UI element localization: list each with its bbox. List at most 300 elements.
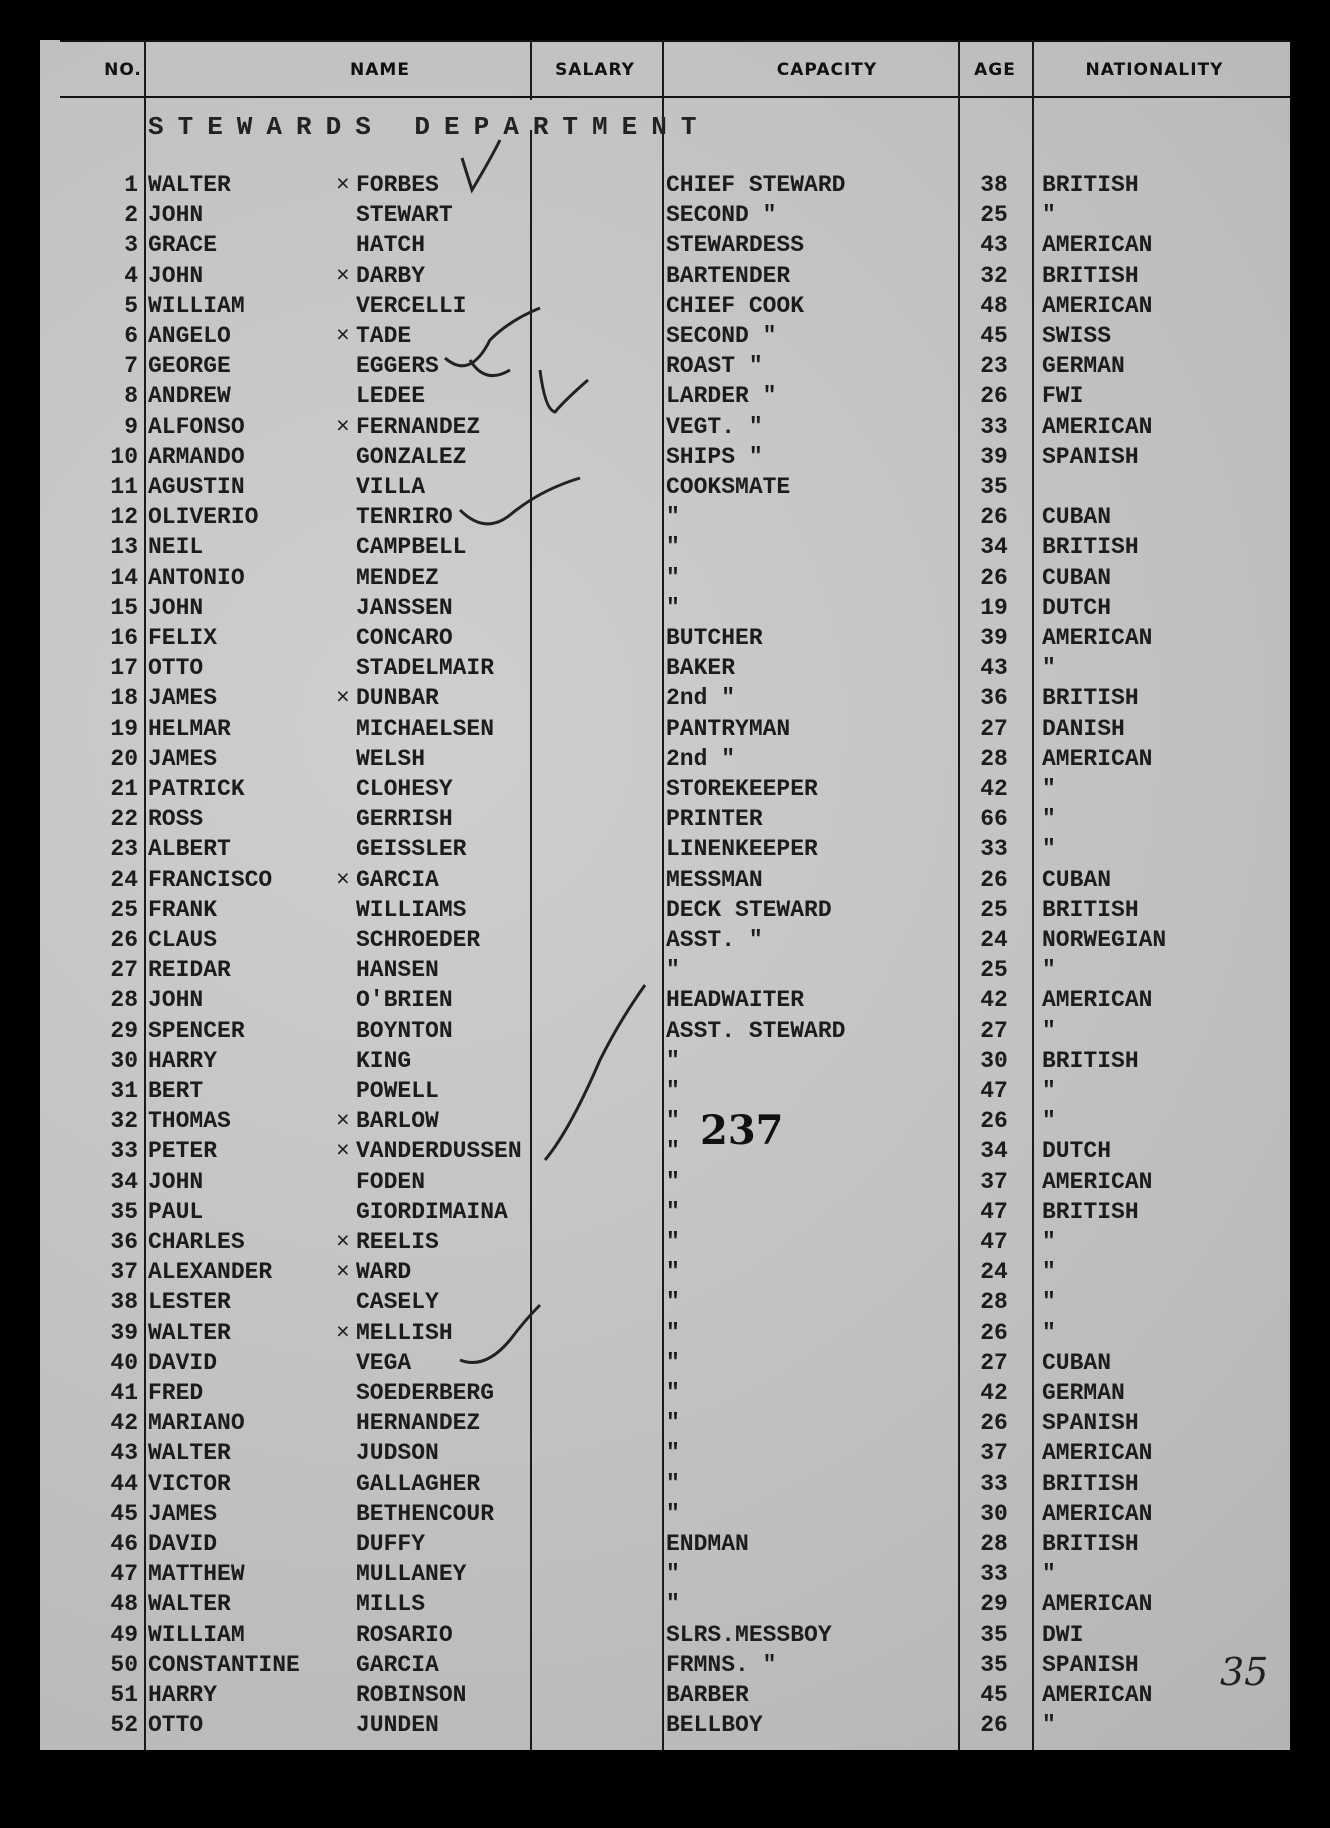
handwritten-checkmarks — [40, 40, 1290, 1750]
nationality-cell: SWISS — [1042, 323, 1112, 349]
first-name: ANTONIO — [148, 564, 245, 591]
last-name: BARLOW — [356, 1108, 439, 1135]
age-cell: 26 — [980, 564, 1008, 591]
row-number: 47 — [110, 1561, 138, 1588]
first-name: FELIX — [148, 625, 218, 651]
capacity-cell: FRMNS. " — [666, 1651, 777, 1678]
nationality-cell: BRITISH — [1042, 262, 1139, 289]
last-name: BETHENCOUR — [356, 1500, 495, 1527]
age-cell: 27 — [980, 1017, 1008, 1044]
capacity-cell: COOKSMATE — [666, 474, 791, 500]
capacity-cell: SECOND " — [666, 202, 777, 229]
age-cell: 47 — [980, 1078, 1008, 1104]
header-age: AGE — [974, 60, 1016, 80]
capacity-cell: MESSMAN — [666, 866, 763, 893]
last-name: GEISSLER — [356, 836, 467, 863]
age-cell: 30 — [980, 1500, 1008, 1527]
capacity-cell: PANTRYMAN — [666, 715, 791, 742]
handwritten-x-mark: × — [336, 1138, 350, 1165]
age-cell: 47 — [980, 1229, 1008, 1255]
first-name: CONSTANTINE — [148, 1651, 300, 1678]
capacity-cell: BARBER — [666, 1682, 749, 1708]
nationality-cell: AMERICAN — [1042, 1440, 1153, 1467]
last-name: JANSSEN — [356, 594, 453, 621]
first-name: ALEXANDER — [148, 1259, 273, 1286]
capacity-cell: BUTCHER — [666, 625, 763, 651]
age-cell: 26 — [980, 383, 1008, 410]
handwritten-x-mark: × — [336, 685, 350, 712]
age-cell: 28 — [980, 1531, 1008, 1557]
first-name: AGUSTIN — [148, 474, 245, 500]
row-number: 14 — [110, 564, 138, 591]
nationality-cell: AMERICAN — [1042, 987, 1153, 1014]
first-name: FRANCISCO — [148, 866, 273, 893]
age-cell: 47 — [980, 1198, 1008, 1225]
row-number: 48 — [110, 1591, 138, 1618]
last-name: SCHROEDER — [356, 927, 481, 953]
last-name: SOEDERBERG — [356, 1380, 495, 1406]
nationality-cell: AMERICAN — [1042, 232, 1153, 259]
nationality-cell: AMERICAN — [1042, 625, 1153, 651]
first-name: JAMES — [148, 745, 218, 772]
last-name: GERRISH — [356, 806, 453, 833]
capacity-cell: HEADWAITER — [666, 987, 805, 1014]
last-name: REELIS — [356, 1229, 439, 1255]
last-name: O'BRIEN — [356, 987, 453, 1014]
first-name: DAVID — [148, 1349, 218, 1376]
nationality-cell: CUBAN — [1042, 504, 1112, 531]
capacity-cell: " — [666, 1380, 680, 1406]
age-cell: 26 — [980, 1712, 1008, 1739]
capacity-cell: " — [666, 1108, 680, 1135]
row-number: 8 — [124, 383, 138, 410]
row-number: 3 — [124, 232, 138, 259]
age-cell: 35 — [980, 474, 1008, 500]
last-name: VANDERDUSSEN — [356, 1138, 522, 1165]
row-number: 36 — [110, 1229, 138, 1255]
age-cell: 45 — [980, 1682, 1008, 1708]
first-name: GRACE — [148, 232, 218, 259]
first-name: WALTER — [148, 172, 231, 198]
row-number: 28 — [110, 987, 138, 1014]
handwritten-x-mark: × — [336, 262, 350, 289]
row-number: 40 — [110, 1349, 138, 1376]
nationality-cell: AMERICAN — [1042, 292, 1153, 319]
first-name: HARRY — [148, 1047, 218, 1074]
capacity-cell: " — [666, 1168, 680, 1195]
capacity-cell: " — [666, 1289, 680, 1316]
nationality-cell: " — [1042, 1712, 1056, 1739]
age-cell: 33 — [980, 413, 1008, 440]
age-cell: 33 — [980, 836, 1008, 863]
first-name: NEIL — [148, 534, 204, 561]
handwritten-x-mark: × — [336, 172, 350, 198]
handwritten-x-mark: × — [336, 866, 350, 893]
age-cell: 27 — [980, 715, 1008, 742]
last-name: MICHAELSEN — [356, 715, 495, 742]
age-cell: 27 — [980, 1349, 1008, 1376]
nationality-cell: AMERICAN — [1042, 1168, 1153, 1195]
last-name: WELSH — [356, 745, 426, 772]
age-cell: 29 — [980, 1591, 1008, 1618]
nationality-cell: " — [1042, 1259, 1056, 1286]
age-cell: 26 — [980, 1319, 1008, 1346]
row-number: 6 — [124, 323, 138, 349]
first-name: ANGELO — [148, 323, 231, 349]
capacity-cell: " — [666, 1440, 680, 1467]
last-name: CLOHESY — [356, 776, 453, 802]
nationality-cell: " — [1042, 1319, 1056, 1346]
last-name: CASELY — [356, 1289, 439, 1316]
capacity-cell: " — [666, 1561, 680, 1588]
first-name: JOHN — [148, 1168, 204, 1195]
last-name: HATCH — [356, 232, 426, 259]
nationality-cell: BRITISH — [1042, 534, 1139, 561]
nationality-cell: " — [1042, 1108, 1056, 1135]
nationality-cell: SPANISH — [1042, 1410, 1139, 1437]
last-name: WARD — [356, 1259, 412, 1286]
capacity-cell: CHIEF STEWARD — [666, 172, 846, 198]
nationality-cell: CUBAN — [1042, 1349, 1112, 1376]
age-cell: 39 — [980, 625, 1008, 651]
nationality-cell: AMERICAN — [1042, 1500, 1153, 1527]
last-name: DUNBAR — [356, 685, 439, 712]
nationality-cell: BRITISH — [1042, 1198, 1139, 1225]
capacity-cell: 2nd " — [666, 685, 736, 712]
capacity-cell: SLRS.MESSBOY — [666, 1621, 832, 1648]
row-number: 7 — [124, 353, 138, 380]
capacity-cell: " — [666, 1349, 680, 1376]
age-cell: 26 — [980, 504, 1008, 531]
nationality-cell: " — [1042, 655, 1056, 682]
capacity-cell: STEWARDESS — [666, 232, 805, 259]
nationality-cell: AMERICAN — [1042, 413, 1153, 440]
first-name: PETER — [148, 1138, 218, 1165]
capacity-cell: " — [666, 1470, 680, 1497]
row-number: 32 — [110, 1108, 138, 1135]
nationality-cell: BRITISH — [1042, 1047, 1139, 1074]
last-name: GONZALEZ — [356, 443, 467, 470]
row-number: 25 — [110, 896, 138, 923]
age-cell: 35 — [980, 1651, 1008, 1678]
nationality-cell: GERMAN — [1042, 353, 1125, 380]
last-name: JUNDEN — [356, 1712, 439, 1739]
first-name: ANDREW — [148, 383, 231, 410]
row-number: 37 — [110, 1259, 138, 1286]
row-number: 52 — [110, 1712, 138, 1739]
first-name: MARIANO — [148, 1410, 245, 1437]
nationality-cell: NORWEGIAN — [1042, 927, 1167, 953]
capacity-cell: VEGT. " — [666, 413, 763, 440]
last-name: TADE — [356, 323, 412, 349]
first-name: JAMES — [148, 1500, 218, 1527]
last-name: KING — [356, 1047, 412, 1074]
row-number: 44 — [110, 1470, 138, 1497]
header-nationality: NATIONALITY — [1085, 60, 1224, 80]
capacity-cell: BELLBOY — [666, 1712, 763, 1739]
header-capacity: CAPACITY — [776, 60, 878, 80]
last-name: WILLIAMS — [356, 896, 467, 923]
row-number: 38 — [110, 1289, 138, 1316]
handwritten-x-mark: × — [336, 1259, 350, 1286]
last-name: BOYNTON — [356, 1017, 453, 1044]
age-cell: 33 — [980, 1561, 1008, 1588]
row-number: 24 — [110, 866, 138, 893]
row-number: 9 — [124, 413, 138, 440]
capacity-cell: " — [666, 1229, 680, 1255]
nationality-cell: " — [1042, 836, 1056, 863]
nationality-cell: DUTCH — [1042, 594, 1112, 621]
last-name: CAMPBELL — [356, 534, 467, 561]
capacity-cell: " — [666, 1410, 680, 1437]
first-name: JOHN — [148, 202, 204, 229]
row-number: 11 — [110, 474, 138, 500]
nationality-cell: CUBAN — [1042, 866, 1112, 893]
row-number: 46 — [110, 1531, 138, 1557]
handwritten-x-mark: × — [336, 1108, 350, 1135]
document-page — [40, 40, 1290, 1750]
age-cell: 25 — [980, 896, 1008, 923]
first-name: FRANK — [148, 896, 218, 923]
last-name: MULLANEY — [356, 1561, 467, 1588]
nationality-cell: AMERICAN — [1042, 745, 1153, 772]
age-cell: 25 — [980, 202, 1008, 229]
row-number: 34 — [110, 1168, 138, 1195]
age-cell: 26 — [980, 1108, 1008, 1135]
age-cell: 19 — [980, 594, 1008, 621]
capacity-cell: PRINTER — [666, 806, 763, 833]
age-cell: 34 — [980, 1138, 1008, 1165]
first-name: JOHN — [148, 594, 204, 621]
page-number-stamp: 237 — [700, 1107, 784, 1154]
age-cell: 24 — [980, 927, 1008, 953]
first-name: ARMANDO — [148, 443, 245, 470]
checkmark — [445, 308, 540, 366]
age-cell: 23 — [980, 353, 1008, 380]
row-number: 23 — [110, 836, 138, 863]
first-name: JAMES — [148, 685, 218, 712]
first-name: ROSS — [148, 806, 204, 833]
first-name: OTTO — [148, 1712, 204, 1739]
age-cell: 37 — [980, 1168, 1008, 1195]
capacity-cell: " — [666, 1319, 680, 1346]
row-number: 13 — [110, 534, 138, 561]
age-cell: 66 — [980, 806, 1008, 833]
last-name: HERNANDEZ — [356, 1410, 481, 1437]
row-number: 27 — [110, 957, 138, 984]
age-cell: 38 — [980, 172, 1008, 198]
capacity-cell: SECOND " — [666, 323, 777, 349]
row-number: 18 — [110, 685, 138, 712]
row-number: 2 — [124, 202, 138, 229]
capacity-cell: BARTENDER — [666, 262, 791, 289]
nationality-cell: SPANISH — [1042, 443, 1139, 470]
capacity-cell: " — [666, 504, 680, 531]
last-name: FORBES — [356, 172, 439, 198]
capacity-cell: ASST. STEWARD — [666, 1017, 846, 1044]
nationality-cell: " — [1042, 1229, 1056, 1255]
row-number: 45 — [110, 1500, 138, 1527]
age-cell: 28 — [980, 1289, 1008, 1316]
header-name: NAME — [350, 60, 410, 80]
last-name: JUDSON — [356, 1440, 439, 1467]
capacity-cell: STOREKEEPER — [666, 776, 818, 802]
capacity-cell: CHIEF COOK — [666, 292, 805, 319]
age-cell: 45 — [980, 323, 1008, 349]
checkmark — [470, 360, 510, 376]
age-cell: 35 — [980, 1621, 1008, 1648]
capacity-cell: " — [666, 1138, 680, 1165]
row-number: 10 — [110, 443, 138, 470]
capacity-cell: " — [666, 1500, 680, 1527]
first-name: REIDAR — [148, 957, 231, 984]
first-name: WILLIAM — [148, 292, 245, 319]
row-number: 31 — [110, 1078, 138, 1104]
first-name: DAVID — [148, 1531, 218, 1557]
row-number: 43 — [110, 1440, 138, 1467]
capacity-cell: ROAST " — [666, 353, 763, 380]
nationality-cell: " — [1042, 806, 1056, 833]
nationality-cell: DUTCH — [1042, 1138, 1112, 1165]
last-name: LEDEE — [356, 383, 426, 410]
row-number: 12 — [110, 504, 138, 531]
last-name: FERNANDEZ — [356, 413, 481, 440]
age-cell: 42 — [980, 776, 1008, 802]
row-number: 30 — [110, 1047, 138, 1074]
first-name: CHARLES — [148, 1229, 245, 1255]
age-cell: 39 — [980, 443, 1008, 470]
capacity-cell: DECK STEWARD — [666, 896, 832, 923]
row-number: 19 — [110, 715, 138, 742]
row-number: 5 — [124, 292, 138, 319]
first-name: VICTOR — [148, 1470, 231, 1497]
age-cell: 42 — [980, 987, 1008, 1014]
nationality-cell: DANISH — [1042, 715, 1125, 742]
row-number: 39 — [110, 1319, 138, 1346]
last-name: MELLISH — [356, 1319, 453, 1346]
capacity-cell: " — [666, 1078, 680, 1104]
nationality-cell: BRITISH — [1042, 896, 1139, 923]
capacity-cell: " — [666, 1259, 680, 1286]
last-name: CONCARO — [356, 625, 453, 651]
handwritten-x-mark: × — [336, 1229, 350, 1255]
checkmark — [460, 478, 580, 524]
last-name: GARCIA — [356, 866, 439, 893]
nationality-cell: " — [1042, 1078, 1056, 1104]
first-name: OTTO — [148, 655, 204, 682]
first-name: ALFONSO — [148, 413, 245, 440]
handwritten-x-mark: × — [336, 1319, 350, 1346]
header-no: NO. — [104, 60, 142, 80]
first-name: WILLIAM — [148, 1621, 245, 1648]
capacity-cell: " — [666, 534, 680, 561]
capacity-cell: " — [666, 957, 680, 984]
age-cell: 25 — [980, 957, 1008, 984]
first-name: JOHN — [148, 987, 204, 1014]
age-cell: 30 — [980, 1047, 1008, 1074]
row-number: 41 — [110, 1380, 138, 1406]
nationality-cell: AMERICAN — [1042, 1591, 1153, 1618]
first-name: MATTHEW — [148, 1561, 245, 1588]
first-name: WALTER — [148, 1319, 231, 1346]
last-name: GALLAGHER — [356, 1470, 481, 1497]
last-name: MENDEZ — [356, 564, 439, 591]
capacity-cell: " — [666, 594, 680, 621]
last-name: DARBY — [356, 262, 426, 289]
last-name: GIORDIMAINA — [356, 1198, 508, 1225]
nationality-cell: DWI — [1042, 1621, 1084, 1648]
age-cell: 32 — [980, 262, 1008, 289]
first-name: CLAUS — [148, 927, 218, 953]
first-name: OLIVERIO — [148, 504, 259, 531]
capacity-cell: " — [666, 564, 680, 591]
capacity-cell: ENDMAN — [666, 1531, 749, 1557]
row-number: 29 — [110, 1017, 138, 1044]
nationality-cell: " — [1042, 1289, 1056, 1316]
last-name: HANSEN — [356, 957, 439, 984]
capacity-cell: " — [666, 1591, 680, 1618]
capacity-cell: ASST. " — [666, 927, 763, 953]
row-number: 16 — [110, 625, 138, 651]
row-number: 35 — [110, 1198, 138, 1225]
nationality-cell: BRITISH — [1042, 1470, 1139, 1497]
row-number: 4 — [124, 262, 138, 289]
first-name: FRED — [148, 1380, 204, 1406]
nationality-cell: BRITISH — [1042, 685, 1139, 712]
first-name: GEORGE — [148, 353, 231, 380]
nationality-cell: BRITISH — [1042, 172, 1139, 198]
last-name: ROSARIO — [356, 1621, 453, 1648]
capacity-cell: SHIPS " — [666, 443, 763, 470]
last-name: STEWART — [356, 202, 453, 229]
last-name: GARCIA — [356, 1651, 439, 1678]
first-name: LESTER — [148, 1289, 231, 1316]
nationality-cell: BRITISH — [1042, 1531, 1139, 1557]
age-cell: 28 — [980, 745, 1008, 772]
age-cell: 26 — [980, 1410, 1008, 1437]
nationality-cell: FWI — [1042, 383, 1084, 410]
last-name: VILLA — [356, 474, 426, 500]
first-name: PATRICK — [148, 776, 245, 802]
capacity-cell: BAKER — [666, 655, 736, 682]
age-cell: 34 — [980, 534, 1008, 561]
capacity-cell: LINENKEEPER — [666, 836, 818, 863]
checkmark — [462, 140, 500, 190]
age-cell: 33 — [980, 1470, 1008, 1497]
nationality-cell: " — [1042, 957, 1056, 984]
first-name: HARRY — [148, 1682, 218, 1708]
row-number: 50 — [110, 1651, 138, 1678]
age-cell: 26 — [980, 866, 1008, 893]
department-title: STEWARDS DEPARTMENT — [148, 112, 711, 142]
row-number: 33 — [110, 1138, 138, 1165]
checkmark — [460, 1305, 540, 1363]
last-name: POWELL — [356, 1078, 439, 1104]
capacity-cell: " — [666, 1047, 680, 1074]
row-number: 21 — [110, 776, 138, 802]
first-name: BERT — [148, 1078, 204, 1104]
first-name: WALTER — [148, 1591, 231, 1618]
row-number: 20 — [110, 745, 138, 772]
last-name: EGGERS — [356, 353, 439, 380]
handwritten-x-mark: × — [336, 413, 350, 440]
row-number: 15 — [110, 594, 138, 621]
nationality-cell: " — [1042, 202, 1056, 229]
nationality-cell: GERMAN — [1042, 1380, 1125, 1406]
first-name: JOHN — [148, 262, 204, 289]
capacity-cell: LARDER " — [666, 383, 777, 410]
row-number: 17 — [110, 655, 138, 682]
